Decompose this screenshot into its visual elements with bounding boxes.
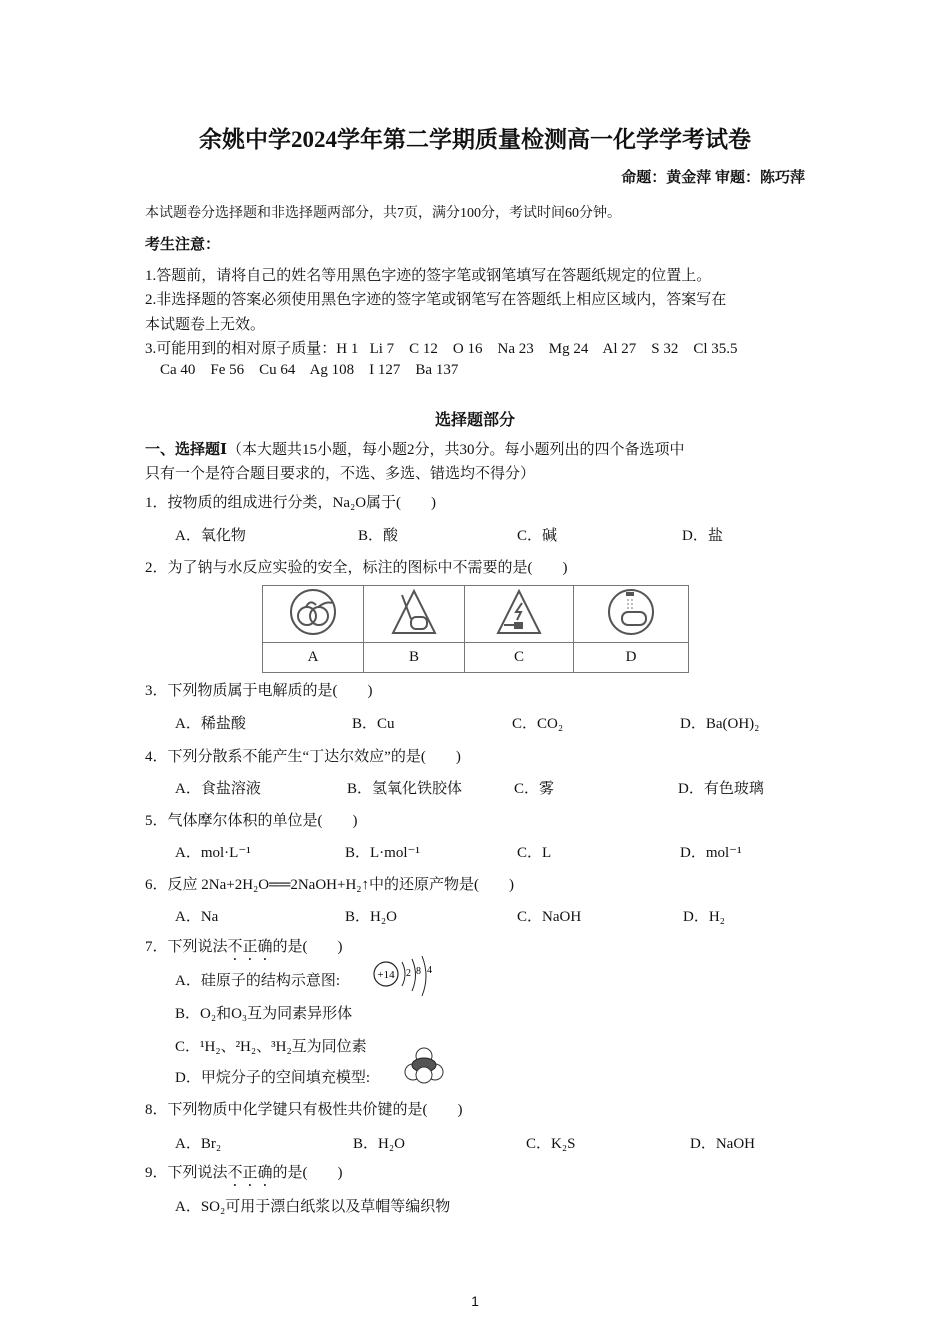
option-a: A．mol·L⁻¹ xyxy=(175,845,251,861)
page-title: 余姚中学2024学年第二学期质量检测高一化学学考试卷 xyxy=(199,127,751,152)
option-c: C．雾 xyxy=(514,781,555,797)
option-a: A．硅原子的结构示意图: xyxy=(175,973,341,989)
icon-label: B xyxy=(364,643,465,673)
notice-item: 3.可能用到的相对原子质量：H 1 Li 7 C 12 O 16 Na 23 Mg 24 Al 27 S 32 Cl 35.5 xyxy=(145,341,738,357)
shell-electrons: 2 xyxy=(406,968,411,979)
wash-hands-icon xyxy=(606,587,656,637)
page-number: 1 xyxy=(471,1293,479,1309)
safety-icons-table xyxy=(262,585,689,673)
section-title: 选择题部分 xyxy=(434,412,515,429)
option-b: B．O₂和O₃互为同素异形体 xyxy=(175,1006,353,1022)
question-stem: 2．为了钠与水反应实验的安全，标注的图标中不需要的是( ) xyxy=(145,560,568,576)
option-a: A．氧化物 xyxy=(175,528,246,544)
option-d: D．盐 xyxy=(682,528,723,544)
intro: 本试题卷分选择题和非选择题两部分，共7页，满分100分，考试时间60分钟。 xyxy=(145,206,621,221)
silicon-atom-diagram xyxy=(372,956,442,1000)
icon-label: D xyxy=(574,643,689,673)
option-a: A．Br₂ xyxy=(175,1136,222,1152)
question-stem: 4．下列分散系不能产生“丁达尔效应”的是( ) xyxy=(145,749,461,765)
option-c: C．K₂S xyxy=(526,1136,576,1152)
option-b: B．Cu xyxy=(352,716,395,732)
authors: 命题：黄金萍 审题：陈巧萍 xyxy=(621,170,805,186)
section-heading-line2: 只有一个是符合题目要求的，不选、多选、错选均不得分） xyxy=(145,466,536,482)
option-d: D．H₂ xyxy=(683,909,725,925)
goggles-icon xyxy=(288,587,338,637)
notice-item: 2.非选择题的答案必须使用黑色字迹的签字笔或钢笔写在答题纸上相应区域内，答案写在 xyxy=(145,292,727,308)
shell-electrons: 8 xyxy=(416,966,421,977)
question-stem: 6．反应 2Na+2H₂O══2NaOH+H₂↑中的还原产物是( ) xyxy=(145,877,515,893)
notice-item: 本试题卷上无效。 xyxy=(145,317,266,333)
option-c: C．¹H₂、²H₂、³H₂互为同位素 xyxy=(175,1039,367,1055)
question-stem: 1．按物质的组成进行分类，Na₂O属于( ) xyxy=(145,495,437,511)
shell-electrons: 4 xyxy=(427,965,432,976)
option-a: A．SO₂可用于漂白纸浆以及草帽等编织物 xyxy=(175,1199,451,1215)
option-b: B．酸 xyxy=(358,528,399,544)
option-c: C．碱 xyxy=(517,528,558,544)
electric-hazard-icon xyxy=(494,587,544,637)
icon-label: A xyxy=(263,643,364,673)
notice-item: Ca 40 Fe 56 Cu 64 Ag 108 I 127 Ba 137 xyxy=(160,362,459,378)
sharp-object-icon xyxy=(389,587,439,637)
option-d: D．Ba(OH)₂ xyxy=(680,716,760,732)
section-heading: 一、选择题Ⅰ（本大题共15小题，每小题2分，共30分。每小题列出的四个备选项中 xyxy=(145,442,685,458)
option-b: B．H₂O xyxy=(353,1136,405,1152)
option-a: A．食盐溶液 xyxy=(175,781,261,797)
option-c: C．L xyxy=(517,845,552,861)
icon-label: C xyxy=(465,643,574,673)
option-c: C．NaOH xyxy=(517,909,582,925)
question-stem: 3．下列物质属于电解质的是( ) xyxy=(145,683,373,699)
option-c: C．CO₂ xyxy=(512,716,564,732)
option-d: D．NaOH xyxy=(690,1136,755,1152)
notice-item: 1.答题前，请将自己的姓名等用黑色字迹的签字笔或钢笔填写在答题纸规定的位置上。 xyxy=(145,268,712,284)
question-stem: 7．下列说法不正确的是( ) xyxy=(145,939,343,955)
option-b: B．L·mol⁻¹ xyxy=(345,845,420,861)
option-a: A．Na xyxy=(175,909,219,925)
option-d: D．甲烷分子的空间填充模型: xyxy=(175,1070,371,1086)
question-stem: 9．下列说法不正确的是( ) xyxy=(145,1165,343,1181)
option-a: A．稀盐酸 xyxy=(175,716,246,732)
notice-heading: 考生注意： xyxy=(145,237,221,253)
question-stem: 8．下列物质中化学键只有极性共价键的是( ) xyxy=(145,1102,463,1118)
question-stem: 5．气体摩尔体积的单位是( ) xyxy=(145,813,358,829)
nucleus-charge: +14 xyxy=(377,969,395,981)
option-d: D．有色玻璃 xyxy=(678,781,764,797)
option-b: B．氢氧化铁胶体 xyxy=(347,781,463,797)
option-b: B．H₂O xyxy=(345,909,397,925)
methane-model-icon xyxy=(404,1046,444,1086)
option-d: D．mol⁻¹ xyxy=(680,845,742,861)
